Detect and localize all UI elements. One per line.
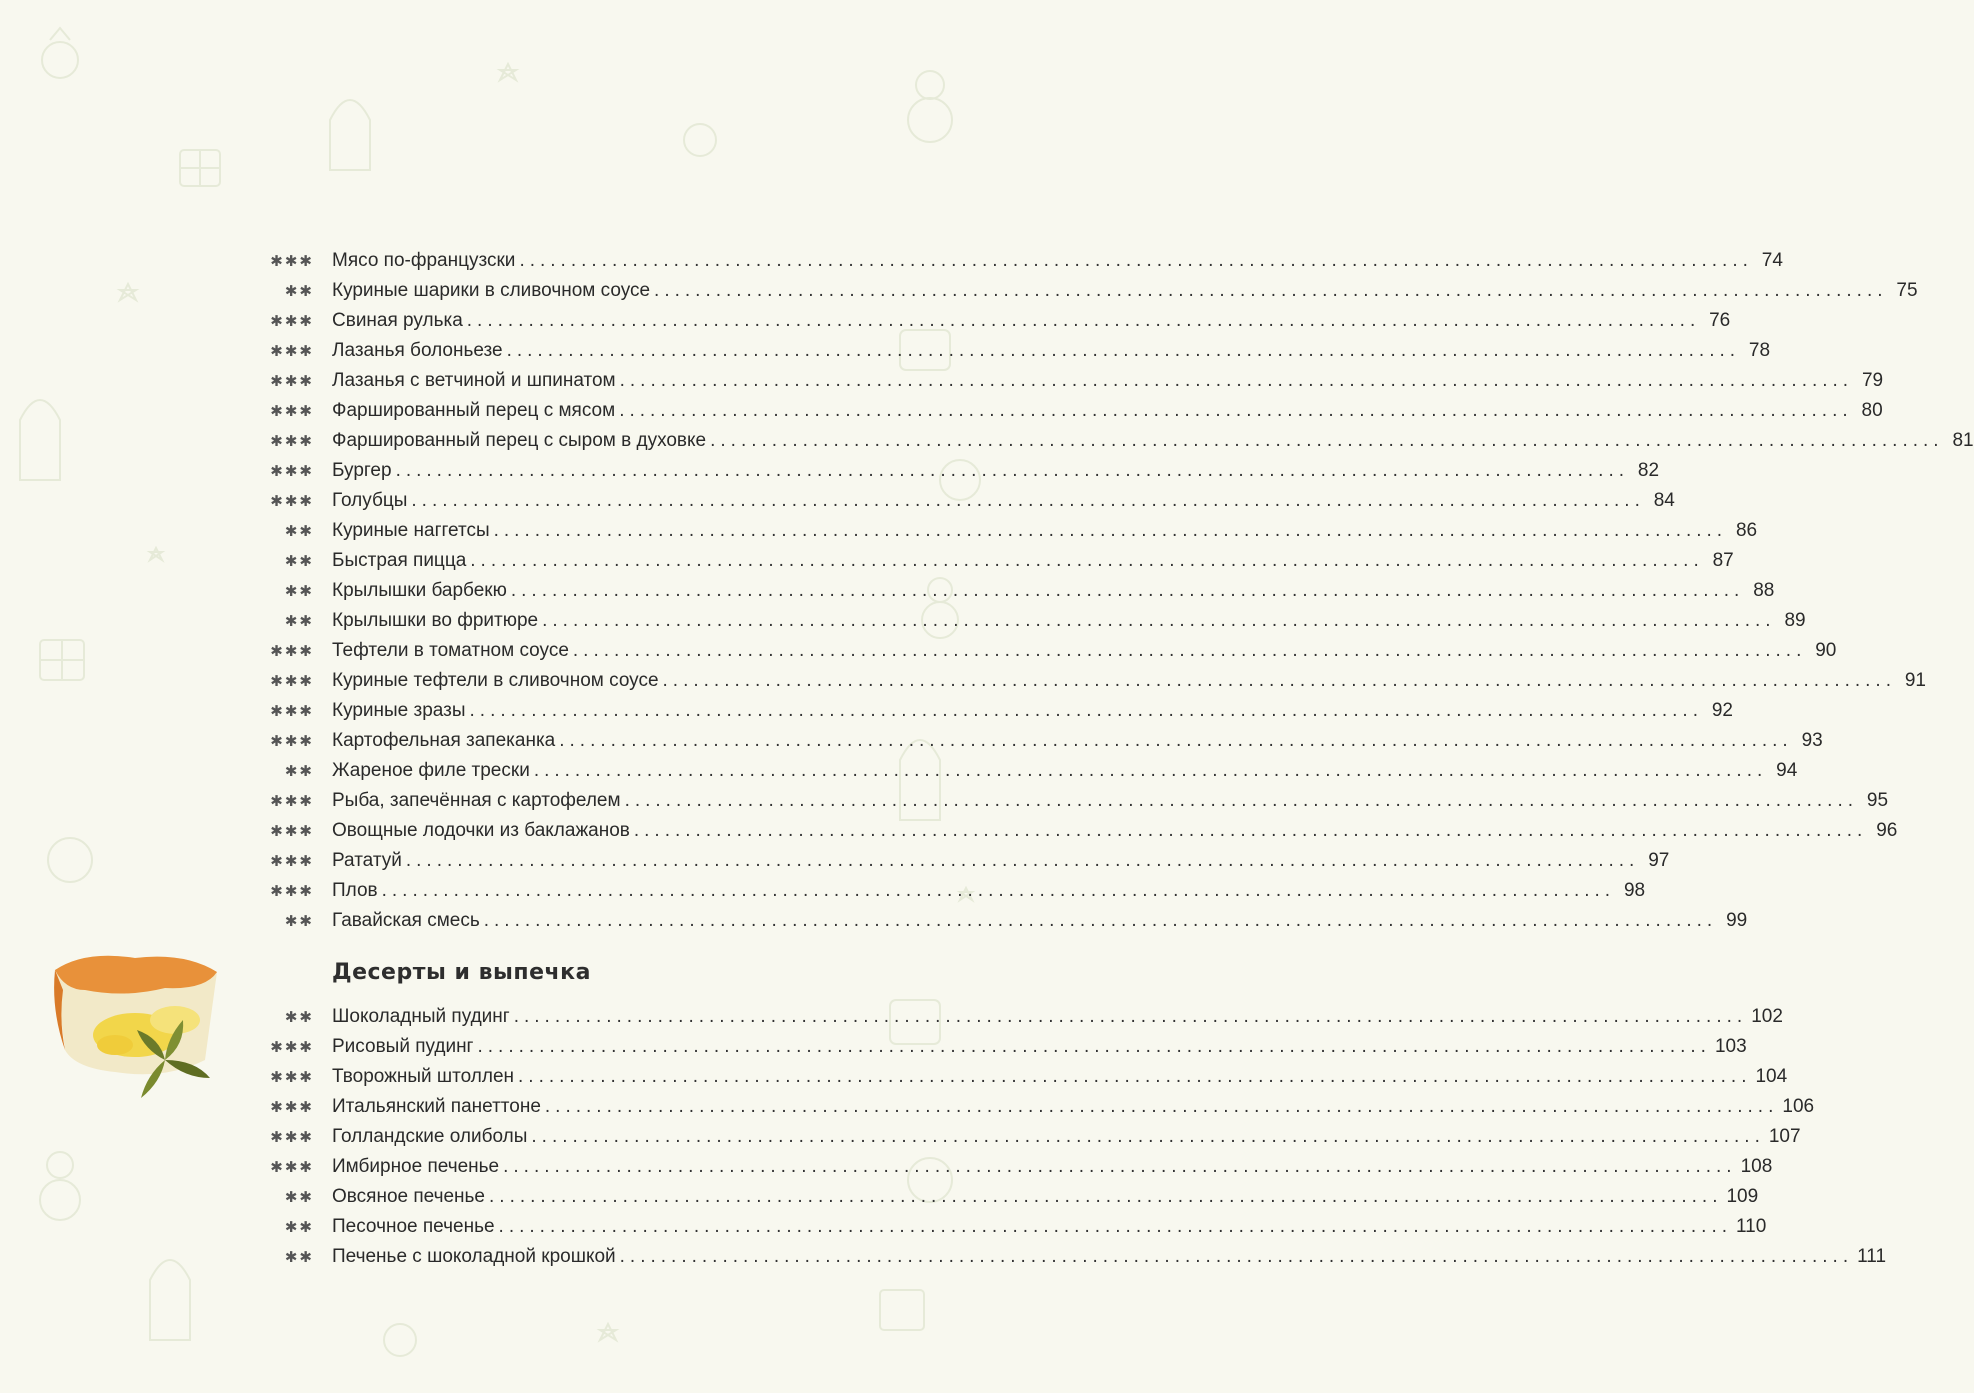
difficulty-stars: ✱✱✱ (270, 1159, 314, 1176)
difficulty-stars: ✱✱✱ (270, 313, 314, 330)
difficulty-stars: ✱✱✱ (270, 463, 314, 480)
recipe-title: Итальянский панеттоне (332, 1096, 541, 1117)
recipe-title: Плов (332, 880, 378, 901)
toc-entry[interactable] (262, 426, 1974, 456)
recipe-title: Фаршированный перец с сыром в духовке (332, 430, 707, 451)
toc-entry[interactable] (262, 396, 1883, 426)
page-number: 76 (1709, 310, 1731, 331)
dot-leader: ........................................................................................................................ (572, 640, 1807, 661)
toc-entry[interactable] (262, 1152, 1773, 1182)
page-number: 110 (1736, 1216, 1767, 1237)
difficulty-stars: ✱✱✱ (270, 883, 314, 900)
dot-leader: ........................................................................................................................ (513, 1006, 1748, 1027)
dot-leader: ........................................................................................................................ (381, 880, 1616, 901)
recipe-title: Тефтели в томатном соусе (332, 640, 569, 661)
recipe-title: Имбирное печенье (332, 1156, 500, 1177)
dot-leader: ........................................................................................................................ (493, 520, 1728, 541)
page-number: 81 (1952, 430, 1974, 451)
recipe-title: Жареное филе трески (332, 760, 530, 781)
recipe-title: Печенье с шоколадной крошкой (332, 1246, 616, 1267)
toc-entry[interactable] (262, 756, 1798, 786)
dot-leader: ........................................................................................................................ (483, 910, 1718, 931)
toc-entry[interactable] (262, 846, 1670, 876)
difficulty-stars: ✱✱✱ (270, 823, 314, 840)
toc-entry[interactable] (262, 606, 1806, 636)
toc-entry[interactable] (262, 696, 1733, 726)
recipe-title: Куриные тефтели в сливочном соусе (332, 670, 659, 691)
page-number: 74 (1761, 250, 1783, 271)
recipe-title: Голландские олиболы (332, 1126, 528, 1147)
recipe-title: Рисовый пудинг (332, 1036, 474, 1057)
dessert-pie-icon (45, 950, 225, 1110)
page-number: 104 (1755, 1066, 1788, 1087)
dot-leader: ........................................................................................................................ (503, 1156, 1737, 1177)
toc-entry[interactable] (262, 456, 1660, 486)
toc-entry[interactable] (262, 666, 1926, 696)
toc-entry[interactable] (262, 816, 1898, 846)
page-number: 103 (1714, 1036, 1747, 1057)
recipe-title: Рататуй (332, 850, 402, 871)
dot-leader: ........................................................................................................................ (510, 580, 1745, 601)
recipe-title: Песочное печенье (332, 1216, 495, 1237)
toc-entry[interactable] (262, 1092, 1815, 1122)
page-number: 98 (1623, 880, 1646, 901)
page-number: 91 (1904, 670, 1926, 691)
difficulty-stars: ✱✱ (284, 283, 314, 300)
recipe-title: Рыба, запечённая с картофелем (332, 790, 621, 811)
toc-entry[interactable] (262, 1212, 1767, 1242)
recipe-title: Куриные наггетсы (332, 520, 490, 541)
page-number: 94 (1776, 760, 1798, 781)
dot-leader: ........................................................................................................................ (470, 550, 1704, 571)
difficulty-stars: ✱✱✱ (270, 1129, 314, 1146)
toc-entry[interactable] (262, 486, 1675, 516)
dot-leader: ........................................................................................................................ (477, 1036, 1711, 1057)
toc-entry[interactable] (262, 786, 1889, 816)
page-number: 93 (1801, 730, 1823, 751)
recipe-title: Куриные зразы (332, 700, 466, 721)
difficulty-stars: ✱✱✱ (270, 853, 314, 870)
toc-entry[interactable] (262, 636, 1837, 666)
page-number: 106 (1782, 1096, 1815, 1117)
difficulty-stars: ✱✱✱ (270, 493, 314, 510)
recipe-title: Картофельная запеканка (332, 730, 556, 751)
difficulty-stars: ✱✱ (284, 1189, 314, 1206)
page-number: 84 (1653, 490, 1675, 511)
dot-leader: ........................................................................................................................ (519, 250, 1753, 271)
dot-leader: ........................................................................................................................ (405, 850, 1640, 871)
difficulty-stars: ✱✱✱ (270, 703, 314, 720)
page-number: 102 (1751, 1006, 1783, 1027)
dot-leader: ........................................................................................................................ (518, 1066, 1752, 1087)
page-number: 109 (1726, 1186, 1759, 1207)
dot-leader: ........................................................................................................................ (533, 760, 1768, 781)
recipe-title: Бургер (332, 460, 392, 481)
difficulty-stars: ✱✱✱ (270, 1069, 314, 1086)
recipe-title: Мясо по-французски (332, 250, 516, 271)
recipe-title: Лазанья болоньезе (332, 340, 503, 361)
toc-entry[interactable] (262, 276, 1918, 306)
toc-entry[interactable] (262, 1062, 1788, 1092)
toc-entry[interactable] (262, 726, 1823, 756)
dot-leader: ........................................................................................................................ (469, 700, 1703, 721)
difficulty-stars: ✱✱✱ (270, 343, 314, 360)
dot-leader: ........................................................................................................................ (531, 1126, 1765, 1147)
page-number: 111 (1857, 1246, 1887, 1267)
difficulty-stars: ✱✱ (284, 1249, 314, 1266)
page-number: 96 (1876, 820, 1898, 841)
dot-leader: ........................................................................................................................ (466, 310, 1701, 331)
recipe-title: Голубцы (332, 490, 408, 511)
page-number: 92 (1711, 700, 1733, 721)
difficulty-stars: ✱✱ (284, 913, 314, 930)
recipe-title: Лазанья с ветчиной и шпинатом (332, 370, 616, 391)
difficulty-stars: ✱✱✱ (270, 1099, 314, 1116)
dot-leader: ........................................................................................................................ (619, 400, 1853, 421)
toc-entry[interactable] (262, 1242, 1887, 1272)
toc-entry[interactable] (262, 516, 1758, 546)
difficulty-stars: ✱✱✱ (270, 733, 314, 750)
recipe-title: Овощные лодочки из баклажанов (332, 820, 630, 841)
toc-entry[interactable] (262, 1002, 1783, 1032)
toc-entry[interactable] (262, 306, 1731, 336)
difficulty-stars: ✱✱ (284, 583, 314, 600)
dot-leader: ........................................................................................................................ (619, 370, 1854, 391)
toc-entry[interactable] (262, 546, 1734, 576)
dot-leader: ........................................................................................................................ (559, 730, 1793, 751)
difficulty-stars: ✱✱✱ (270, 1039, 314, 1056)
dot-leader: ........................................................................................................................ (654, 280, 1888, 301)
dot-leader: ........................................................................................................................ (710, 430, 1944, 451)
difficulty-stars: ✱✱ (284, 523, 314, 540)
page-number: 90 (1815, 640, 1837, 661)
page-number: 80 (1861, 400, 1883, 421)
page-number: 95 (1866, 790, 1889, 811)
page-number: 88 (1753, 580, 1775, 601)
difficulty-stars: ✱✱✱ (270, 373, 314, 390)
table-of-contents (262, 246, 1974, 1272)
difficulty-stars: ✱✱✱ (270, 673, 314, 690)
page-number: 75 (1896, 280, 1918, 301)
dot-leader: ........................................................................................................................ (489, 1186, 1723, 1207)
toc-entry[interactable] (262, 1122, 1801, 1152)
difficulty-stars: ✱✱ (284, 1219, 314, 1236)
toc-entry[interactable] (262, 876, 1646, 906)
dot-leader: ........................................................................................................................ (542, 610, 1776, 631)
dot-leader: ........................................................................................................................ (411, 490, 1645, 511)
toc-entry[interactable] (262, 366, 1884, 396)
difficulty-stars: ✱✱ (284, 1009, 314, 1026)
page-number: 89 (1784, 610, 1806, 631)
difficulty-stars: ✱✱ (284, 613, 314, 630)
page-number: 99 (1726, 910, 1748, 931)
difficulty-stars: ✱✱ (284, 763, 314, 780)
recipe-title: Овсяное печенье (332, 1186, 486, 1207)
toc-entry[interactable] (262, 1032, 1747, 1062)
recipe-title: Крылышки во фритюре (332, 610, 539, 631)
page-number: 107 (1768, 1126, 1801, 1147)
toc-entry[interactable] (262, 906, 1748, 936)
recipe-title: Гавайская смесь (332, 910, 480, 931)
toc-entry[interactable] (262, 336, 1771, 366)
dot-leader: ........................................................................................................................ (506, 340, 1741, 361)
dot-leader: ........................................................................................................................ (544, 1096, 1779, 1117)
dot-leader: ........................................................................................................................ (633, 820, 1868, 841)
section-title: Десерты и выпечка (332, 960, 591, 985)
toc-entry[interactable] (262, 1182, 1759, 1212)
dot-leader: ........................................................................................................................ (395, 460, 1630, 481)
recipe-title: Шоколадный пудинг (332, 1006, 510, 1027)
difficulty-stars: ✱✱✱ (270, 433, 314, 450)
page-number: 87 (1712, 550, 1734, 571)
recipe-title: Крылышки барбекю (332, 580, 507, 601)
page-number: 78 (1748, 340, 1771, 361)
page-number: 97 (1648, 850, 1670, 871)
difficulty-stars: ✱✱✱ (270, 403, 314, 420)
page-number: 108 (1740, 1156, 1773, 1177)
difficulty-stars: ✱✱✱ (270, 643, 314, 660)
recipe-title: Творожный штоллен (332, 1066, 515, 1087)
dot-leader: ........................................................................................................................ (662, 670, 1896, 691)
difficulty-stars: ✱✱ (284, 553, 314, 570)
difficulty-stars: ✱✱✱ (270, 793, 314, 810)
dot-leader: ........................................................................................................................ (624, 790, 1859, 811)
page-number: 79 (1861, 370, 1884, 391)
toc-entry[interactable] (262, 246, 1783, 276)
recipe-title: Свиная рулька (332, 310, 463, 331)
recipe-title: Быстрая пицца (332, 550, 467, 571)
dot-leader: ........................................................................................................................ (498, 1216, 1733, 1237)
toc-entry[interactable] (262, 576, 1775, 606)
page-number: 82 (1637, 460, 1660, 481)
recipe-title: Фаршированный перец с мясом (332, 400, 616, 421)
difficulty-stars: ✱✱✱ (270, 253, 314, 270)
dot-leader: ........................................................................................................................ (619, 1246, 1854, 1267)
page-number: 86 (1735, 520, 1758, 541)
recipe-title: Куриные шарики в сливочном соусе (332, 280, 651, 301)
